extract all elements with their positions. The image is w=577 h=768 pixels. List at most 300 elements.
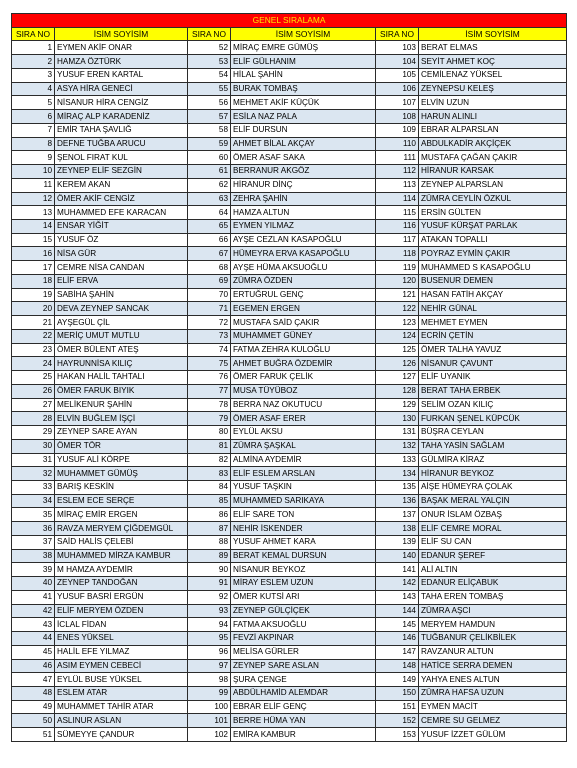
rank-cell: 46: [12, 659, 55, 673]
name-cell: HİRANUR KARSAK: [419, 165, 567, 179]
rank-cell: 112: [376, 165, 419, 179]
rank-cell: 122: [376, 302, 419, 316]
rank-cell: 72: [188, 316, 231, 330]
rank-cell: 92: [188, 590, 231, 604]
name-cell: POYRAZ EYMİN ÇAKIR: [419, 247, 567, 261]
rank-cell: 135: [376, 480, 419, 494]
name-cell: TAHA EREN TOMBAŞ: [419, 590, 567, 604]
table-row: [12, 123, 567, 137]
name-cell: ZEYNEP GÜLÇİÇEK: [231, 604, 376, 618]
rank-cell: 63: [188, 192, 231, 206]
name-cell: HASAN FATİH AKÇAY: [419, 288, 567, 302]
rank-cell: 123: [376, 316, 419, 330]
table-row: [12, 96, 567, 110]
table-row: [12, 192, 567, 206]
rank-cell: 69: [188, 274, 231, 288]
name-cell: ÖMER FARUK ÇELİK: [231, 371, 376, 385]
name-cell: ESLEM ATAR: [55, 686, 188, 700]
rank-cell: 13: [12, 206, 55, 220]
name-cell: BERRANUR AKGÖZ: [231, 165, 376, 179]
rank-cell: 127: [376, 371, 419, 385]
name-cell: MİRAÇ ALP KARADENİZ: [55, 110, 188, 124]
rank-cell: 89: [188, 549, 231, 563]
name-cell: MUHAMMED MİRZA KAMBUR: [55, 549, 188, 563]
rank-cell: 51: [12, 728, 55, 742]
rank-cell: 114: [376, 192, 419, 206]
name-cell: MUHAMMED EFE KARACAN: [55, 206, 188, 220]
table-row: [12, 480, 567, 494]
table-row: [12, 426, 567, 440]
header-name-2: İSİM SOYİSİM: [231, 27, 376, 41]
table-row: [12, 549, 567, 563]
table-row: [12, 151, 567, 165]
name-cell: RAVZA MERYEM ÇİĞDEMGÜL: [55, 522, 188, 536]
rank-cell: 54: [188, 68, 231, 82]
rank-cell: 94: [188, 618, 231, 632]
name-cell: EMİR TAHA ŞAVLIĞ: [55, 123, 188, 137]
name-cell: ZÜMRA ÖZDEN: [231, 274, 376, 288]
name-cell: YUSUF TAŞKIN: [231, 480, 376, 494]
rank-cell: 4: [12, 82, 55, 96]
name-cell: ATAKAN TOPALLI: [419, 233, 567, 247]
name-cell: BÜŞRA CEYLAN: [419, 426, 567, 440]
rank-cell: 56: [188, 96, 231, 110]
table-row: [12, 412, 567, 426]
rank-cell: 143: [376, 590, 419, 604]
rank-cell: 24: [12, 357, 55, 371]
rank-cell: 68: [188, 261, 231, 275]
rank-cell: 59: [188, 137, 231, 151]
header-rank-1: SIRA NO: [12, 27, 55, 41]
rank-cell: 8: [12, 137, 55, 151]
name-cell: ELVİN BUĞLEM İŞÇİ: [55, 412, 188, 426]
name-cell: YUSUF BASRİ ERGÜN: [55, 590, 188, 604]
rank-cell: 65: [188, 220, 231, 234]
name-cell: AYŞE CEZLAN KASAPOĞLU: [231, 233, 376, 247]
name-cell: MUHAMMET TAHİR ATAR: [55, 700, 188, 714]
name-cell: HAMZA ALTUN: [231, 206, 376, 220]
name-cell: EDANUR ŞEREF: [419, 549, 567, 563]
rank-cell: 5: [12, 96, 55, 110]
table-row: [12, 357, 567, 371]
table-row: [12, 302, 567, 316]
table-row: [12, 41, 567, 55]
name-cell: NİSANUR ÇAVUNT: [419, 357, 567, 371]
name-cell: MUSTAFA ÇAĞAN ÇAKIR: [419, 151, 567, 165]
rank-cell: 87: [188, 522, 231, 536]
table-row: [12, 673, 567, 687]
name-cell: MELİKENUR ŞAHİN: [55, 398, 188, 412]
rank-cell: 31: [12, 453, 55, 467]
name-cell: MUHAMMED S KASAPOĞLU: [419, 261, 567, 275]
name-cell: MUSA TÜYÜBOZ: [231, 384, 376, 398]
rank-cell: 28: [12, 412, 55, 426]
table-row: [12, 137, 567, 151]
table-row: [12, 618, 567, 632]
table-row: [12, 55, 567, 69]
name-cell: ERSİN GÜLTEN: [419, 206, 567, 220]
rank-cell: 124: [376, 329, 419, 343]
rank-cell: 101: [188, 714, 231, 728]
name-cell: ENSAR YİĞİT: [55, 220, 188, 234]
rank-cell: 97: [188, 659, 231, 673]
rank-cell: 3: [12, 68, 55, 82]
rank-cell: 86: [188, 508, 231, 522]
table-row: [12, 220, 567, 234]
name-cell: GÜLMİRA KİRAZ: [419, 453, 567, 467]
table-row: [12, 700, 567, 714]
name-cell: ÖMER TÖR: [55, 439, 188, 453]
name-cell: ALMİNA AYDEMİR: [231, 453, 376, 467]
table-row: [12, 110, 567, 124]
table-row: [12, 645, 567, 659]
name-cell: AHMET BUĞRA ÖZDEMİR: [231, 357, 376, 371]
name-cell: ZEYNEP SARE AYAN: [55, 426, 188, 440]
rank-cell: 85: [188, 494, 231, 508]
name-cell: ENES YÜKSEL: [55, 632, 188, 646]
name-cell: MUHAMMET GÜNEY: [231, 329, 376, 343]
rank-cell: 91: [188, 577, 231, 591]
name-cell: DEVA ZEYNEP SANCAK: [55, 302, 188, 316]
rank-cell: 105: [376, 68, 419, 82]
table-row: [12, 508, 567, 522]
name-cell: ASLINUR ASLAN: [55, 714, 188, 728]
name-cell: SÜMEYYE ÇANDUR: [55, 728, 188, 742]
rank-cell: 152: [376, 714, 419, 728]
ranking-sheet: [11, 13, 566, 742]
name-cell: AYŞEGÜL ÇİL: [55, 316, 188, 330]
name-cell: NEHİR GÜNAL: [419, 302, 567, 316]
name-cell: ALİ ALTIN: [419, 563, 567, 577]
header-row: [12, 27, 567, 41]
header-name-1: İSİM SOYİSİM: [55, 27, 188, 41]
name-cell: SELİM OZAN KILIÇ: [419, 398, 567, 412]
name-cell: HİRANUR DİNÇ: [231, 178, 376, 192]
rank-cell: 132: [376, 439, 419, 453]
table-row: [12, 288, 567, 302]
name-cell: BERRA NAZ OKUTUCU: [231, 398, 376, 412]
table-row: [12, 522, 567, 536]
rank-cell: 95: [188, 632, 231, 646]
rank-cell: 139: [376, 535, 419, 549]
name-cell: MUHAMMET GÜMÜŞ: [55, 467, 188, 481]
rank-cell: 116: [376, 220, 419, 234]
rank-cell: 40: [12, 577, 55, 591]
name-cell: CEMRE SU GELMEZ: [419, 714, 567, 728]
table-row: [12, 398, 567, 412]
rank-cell: 125: [376, 343, 419, 357]
rank-cell: 83: [188, 467, 231, 481]
name-cell: EMİRA KAMBUR: [231, 728, 376, 742]
rank-cell: 55: [188, 82, 231, 96]
name-cell: EDANUR ELİÇABUK: [419, 577, 567, 591]
rank-cell: 134: [376, 467, 419, 481]
rank-cell: 115: [376, 206, 419, 220]
rank-cell: 108: [376, 110, 419, 124]
rank-cell: 121: [376, 288, 419, 302]
table-row: [12, 604, 567, 618]
name-cell: ABDÜLHAMİD ALEMDAR: [231, 686, 376, 700]
rank-cell: 76: [188, 371, 231, 385]
rank-cell: 53: [188, 55, 231, 69]
rank-cell: 106: [376, 82, 419, 96]
name-cell: EYMEN AKİF ONAR: [55, 41, 188, 55]
name-cell: HAMZA ÖZTÜRK: [55, 55, 188, 69]
name-cell: NİSANUR HİRA CENGİZ: [55, 96, 188, 110]
rank-cell: 2: [12, 55, 55, 69]
name-cell: ZEYNEP TANDOĞAN: [55, 577, 188, 591]
table-row: [12, 494, 567, 508]
name-cell: ESİLA NAZ PALA: [231, 110, 376, 124]
name-cell: YUSUF KÜRŞAT PARLAK: [419, 220, 567, 234]
table-row: [12, 261, 567, 275]
table-row: [12, 535, 567, 549]
rank-cell: 93: [188, 604, 231, 618]
table-row: [12, 343, 567, 357]
rank-cell: 7: [12, 123, 55, 137]
header-name-3: İSİM SOYİSİM: [419, 27, 567, 41]
rank-cell: 79: [188, 412, 231, 426]
rank-cell: 52: [188, 41, 231, 55]
rank-cell: 78: [188, 398, 231, 412]
name-cell: NİSANUR BEYKOZ: [231, 563, 376, 577]
rank-cell: 66: [188, 233, 231, 247]
rank-cell: 153: [376, 728, 419, 742]
name-cell: BAŞAK MERAL YALÇIN: [419, 494, 567, 508]
name-cell: YUSUF AHMET KARA: [231, 535, 376, 549]
name-cell: MERYEM HAMDUN: [419, 618, 567, 632]
rank-cell: 20: [12, 302, 55, 316]
name-cell: HİLAL ŞAHİN: [231, 68, 376, 82]
name-cell: MİRAY ESLEM UZUN: [231, 577, 376, 591]
rank-cell: 12: [12, 192, 55, 206]
table-row: [12, 329, 567, 343]
name-cell: MUHAMMED SARIKAYA: [231, 494, 376, 508]
name-cell: ELİF ESLEM ARSLAN: [231, 467, 376, 481]
rank-cell: 133: [376, 453, 419, 467]
rank-cell: 147: [376, 645, 419, 659]
name-cell: ZEYNEPSU KELEŞ: [419, 82, 567, 96]
name-cell: YAHYA ENES ALTUN: [419, 673, 567, 687]
ranking-table: [11, 13, 567, 742]
rank-cell: 10: [12, 165, 55, 179]
name-cell: HALİL EFE YILMAZ: [55, 645, 188, 659]
rank-cell: 16: [12, 247, 55, 261]
rank-cell: 102: [188, 728, 231, 742]
header-rank-3: SIRA NO: [376, 27, 419, 41]
rank-cell: 104: [376, 55, 419, 69]
name-cell: ÖMER AKİF CENGİZ: [55, 192, 188, 206]
rank-cell: 148: [376, 659, 419, 673]
name-cell: ZÜMRA AŞCI: [419, 604, 567, 618]
rank-cell: 146: [376, 632, 419, 646]
name-cell: KEREM AKAN: [55, 178, 188, 192]
table-row: [12, 577, 567, 591]
name-cell: ZEYNEP ALPARSLAN: [419, 178, 567, 192]
name-cell: CEMRE NİSA CANDAN: [55, 261, 188, 275]
name-cell: ÖMER BÜLENT ATEŞ: [55, 343, 188, 357]
name-cell: MELİSA GÜRLER: [231, 645, 376, 659]
name-cell: HARUN ALINLI: [419, 110, 567, 124]
name-cell: BARIŞ KESKİN: [55, 480, 188, 494]
rank-cell: 138: [376, 522, 419, 536]
name-cell: MERİÇ UMUT MUTLU: [55, 329, 188, 343]
rank-cell: 58: [188, 123, 231, 137]
name-cell: NEHİR İSKENDER: [231, 522, 376, 536]
table-row: [12, 233, 567, 247]
name-cell: HATİCE SERRA DEMEN: [419, 659, 567, 673]
name-cell: EYMEN YILMAZ: [231, 220, 376, 234]
rank-cell: 21: [12, 316, 55, 330]
name-cell: BERAT ELMAS: [419, 41, 567, 55]
name-cell: İCLAL FİDAN: [55, 618, 188, 632]
rank-cell: 1: [12, 41, 55, 55]
name-cell: ELİF SARE TON: [231, 508, 376, 522]
name-cell: ERTUĞRUL GENÇ: [231, 288, 376, 302]
rank-cell: 44: [12, 632, 55, 646]
table-row: [12, 165, 567, 179]
rank-cell: 103: [376, 41, 419, 55]
rank-cell: 120: [376, 274, 419, 288]
rank-cell: 38: [12, 549, 55, 563]
rank-cell: 50: [12, 714, 55, 728]
rank-cell: 26: [12, 384, 55, 398]
name-cell: EGEMEN ERGEN: [231, 302, 376, 316]
name-cell: ELVİN UZUN: [419, 96, 567, 110]
table-row: [12, 371, 567, 385]
rank-cell: 129: [376, 398, 419, 412]
name-cell: TAHA YASİN SAĞLAM: [419, 439, 567, 453]
name-cell: FEVZİ AKPINAR: [231, 632, 376, 646]
name-cell: ZEYNEP ELİF SEZGİN: [55, 165, 188, 179]
name-cell: ONUR İSLAM ÖZBAŞ: [419, 508, 567, 522]
rank-cell: 19: [12, 288, 55, 302]
name-cell: BERRE HÜMA YAN: [231, 714, 376, 728]
name-cell: ÖMER ASAF ERER: [231, 412, 376, 426]
name-cell: EYLÜL BUSE YÜKSEL: [55, 673, 188, 687]
table-row: [12, 590, 567, 604]
rank-cell: 80: [188, 426, 231, 440]
rank-cell: 145: [376, 618, 419, 632]
name-cell: HAYRUNNİSA KILIÇ: [55, 357, 188, 371]
table-row: [12, 384, 567, 398]
rank-cell: 74: [188, 343, 231, 357]
name-cell: ELİF MERYEM ÖZDEN: [55, 604, 188, 618]
rank-cell: 113: [376, 178, 419, 192]
name-cell: ASYA HİRA GENECİ: [55, 82, 188, 96]
name-cell: YUSUF İZZET GÜLÜM: [419, 728, 567, 742]
title-row: [12, 14, 567, 28]
rank-cell: 39: [12, 563, 55, 577]
table-row: [12, 439, 567, 453]
rank-cell: 6: [12, 110, 55, 124]
rank-cell: 57: [188, 110, 231, 124]
name-cell: DEFNE TUĞBA ARUCU: [55, 137, 188, 151]
rank-cell: 151: [376, 700, 419, 714]
table-row: [12, 274, 567, 288]
rank-cell: 117: [376, 233, 419, 247]
rank-cell: 109: [376, 123, 419, 137]
rank-cell: 23: [12, 343, 55, 357]
table-row: [12, 316, 567, 330]
name-cell: SEYİT AHMET KOÇ: [419, 55, 567, 69]
table-row: [12, 686, 567, 700]
rank-cell: 111: [376, 151, 419, 165]
table-row: [12, 632, 567, 646]
name-cell: HİRANUR BEYKOZ: [419, 467, 567, 481]
rank-cell: 27: [12, 398, 55, 412]
name-cell: ÖMER KUTSİ ARI: [231, 590, 376, 604]
name-cell: ŞENOL FIRAT KUL: [55, 151, 188, 165]
name-cell: SABİHA ŞAHİN: [55, 288, 188, 302]
table-row: [12, 714, 567, 728]
name-cell: ZÜMRA HAFSA UZUN: [419, 686, 567, 700]
name-cell: ABDULKADİR AKÇİÇEK: [419, 137, 567, 151]
rank-cell: 140: [376, 549, 419, 563]
name-cell: MEHMET AKİF KÜÇÜK: [231, 96, 376, 110]
name-cell: FATMA ZEHRA KULOĞLU: [231, 343, 376, 357]
name-cell: BERAT KEMAL DURSUN: [231, 549, 376, 563]
rank-cell: 90: [188, 563, 231, 577]
rank-cell: 71: [188, 302, 231, 316]
name-cell: ELİF ERVA: [55, 274, 188, 288]
rank-cell: 17: [12, 261, 55, 275]
rank-cell: 11: [12, 178, 55, 192]
name-cell: ÖMER FARUK BIYIK: [55, 384, 188, 398]
rank-cell: 45: [12, 645, 55, 659]
rank-cell: 49: [12, 700, 55, 714]
rank-cell: 35: [12, 508, 55, 522]
table-row: [12, 178, 567, 192]
name-cell: ELİF UYANIK: [419, 371, 567, 385]
name-cell: BUSENUR DEMEN: [419, 274, 567, 288]
name-cell: MİRAÇ EMİR ERGEN: [55, 508, 188, 522]
name-cell: HAKAN HALİL TAHTALI: [55, 371, 188, 385]
rank-cell: 41: [12, 590, 55, 604]
name-cell: EYLÜL AKSU: [231, 426, 376, 440]
table-row: [12, 467, 567, 481]
header-rank-2: SIRA NO: [188, 27, 231, 41]
rank-cell: 42: [12, 604, 55, 618]
name-cell: RAVZANUR ALTUN: [419, 645, 567, 659]
table-row: [12, 206, 567, 220]
rank-cell: 119: [376, 261, 419, 275]
table-row: [12, 247, 567, 261]
name-cell: SAİD HALİS ÇELEBİ: [55, 535, 188, 549]
rank-cell: 15: [12, 233, 55, 247]
rank-cell: 48: [12, 686, 55, 700]
name-cell: HÜMEYRA ERVA KASAPOĞLU: [231, 247, 376, 261]
rank-cell: 136: [376, 494, 419, 508]
name-cell: ELİF CEMRE MORAL: [419, 522, 567, 536]
name-cell: ESLEM ECE SERÇE: [55, 494, 188, 508]
rank-cell: 130: [376, 412, 419, 426]
rank-cell: 100: [188, 700, 231, 714]
rank-cell: 144: [376, 604, 419, 618]
name-cell: TUĞBANUR ÇELİKBİLEK: [419, 632, 567, 646]
table-row: [12, 728, 567, 742]
name-cell: ZÜMRA ŞAŞKAL: [231, 439, 376, 453]
rank-cell: 98: [188, 673, 231, 687]
rank-cell: 126: [376, 357, 419, 371]
name-cell: FURKAN ŞENEL KÜPCÜK: [419, 412, 567, 426]
rank-cell: 18: [12, 274, 55, 288]
rank-cell: 150: [376, 686, 419, 700]
name-cell: EBRAR ELİF GENÇ: [231, 700, 376, 714]
rank-cell: 81: [188, 439, 231, 453]
rank-cell: 75: [188, 357, 231, 371]
rank-cell: 128: [376, 384, 419, 398]
